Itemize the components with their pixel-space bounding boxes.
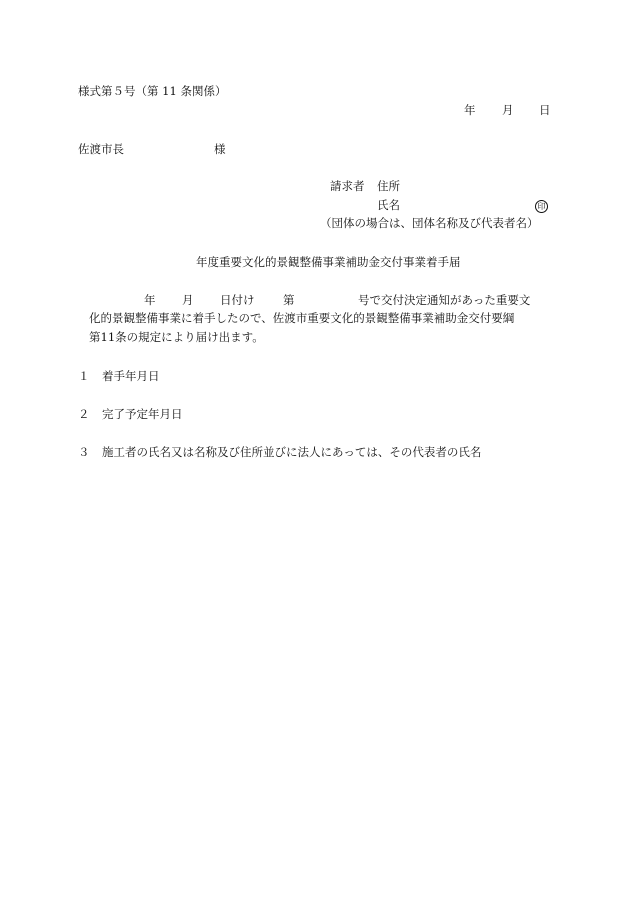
organization-note: （団体の場合は、団体名称及び代表者名） (320, 216, 539, 230)
seal-mark (535, 198, 548, 213)
claimant-label: 請求者 (330, 179, 365, 193)
body-line3: 第11条の規定により届け出ます。 (89, 330, 264, 344)
date-year-label: 年 (464, 103, 476, 117)
document-title: 年度重要文化的景観整備事業補助金交付事業着手届 (196, 255, 461, 269)
item-3-text: 施工者の氏名又は名称及び住所並びに法人にあっては、その代表者の氏名 (102, 445, 482, 459)
item-2-text: 完了予定年月日 (102, 407, 183, 421)
form-number: 様式第５号（第 11 条関係） (78, 84, 227, 98)
item-3-number: ３ (78, 445, 90, 459)
body-line2: 化的景観整備事業に着手したので、佐渡市重要文化的景観整備事業補助金交付要綱 (89, 311, 515, 325)
item-1-number: １ (78, 369, 90, 383)
name-label: 氏名 (377, 198, 400, 212)
addressee-honorific: 様 (214, 142, 226, 156)
body-month-label: 月 (182, 293, 194, 307)
body-year-label: 年 (144, 293, 156, 307)
date-month-label: 月 (502, 103, 514, 117)
item-2-number: ２ (78, 407, 90, 421)
seal-icon: 印 (535, 200, 548, 213)
date-day-label: 日 (539, 103, 551, 117)
address-label: 住所 (377, 179, 400, 193)
body-number-prefix: 第 (283, 293, 295, 307)
addressee-name: 佐渡市長 (78, 142, 124, 156)
body-line1-rest: 号で交付決定通知があった重要文 (358, 293, 531, 307)
item-1-text: 着手年月日 (102, 369, 160, 383)
body-date-suffix: 日付け (220, 293, 255, 307)
